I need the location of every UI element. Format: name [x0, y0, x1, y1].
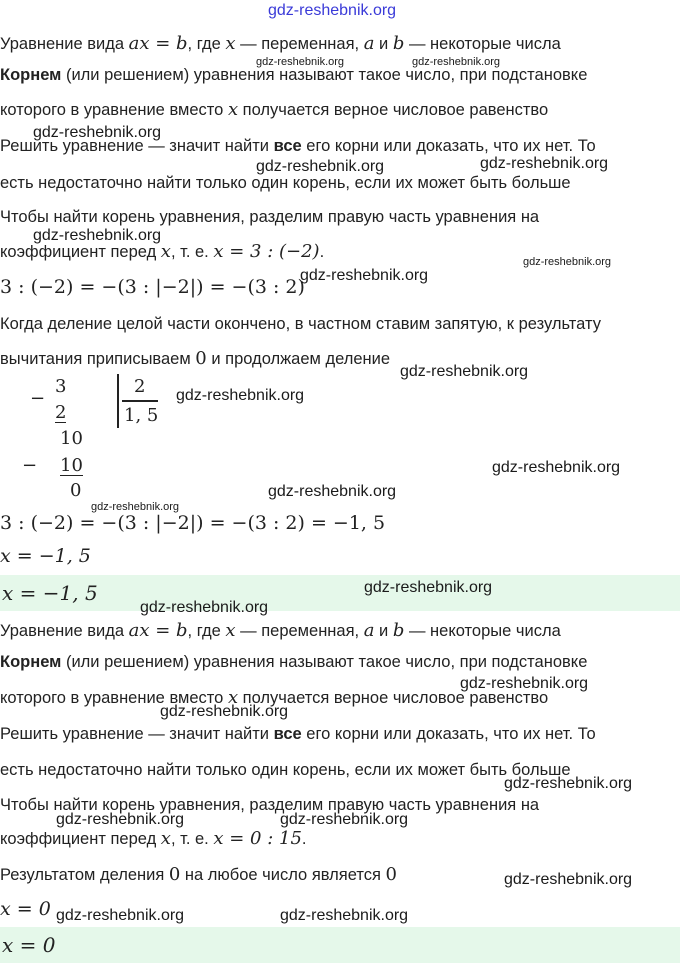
text: коэффициент перед	[0, 243, 161, 261]
math-ax-b: ax = b	[128, 33, 188, 54]
p2-line-not-enough: есть недостаточно найти только один корень, если их может быть больше	[0, 761, 571, 779]
text: на любое число является	[180, 866, 386, 884]
text: получается верное числовое равенство	[238, 101, 549, 119]
watermark: gdz-reshebnik.org	[504, 775, 633, 792]
watermark: gdz-reshebnik.org	[176, 387, 305, 404]
p1-answer-box	[0, 575, 680, 611]
math-x: x	[160, 828, 171, 849]
watermark: gdz-reshebnik.org	[480, 155, 609, 172]
watermark: gdz-reshebnik.org	[300, 267, 429, 284]
ld-divisor: 2	[134, 376, 146, 397]
watermark: gdz-reshebnik.org	[56, 811, 185, 828]
p1-line-append-zero	[0, 349, 390, 369]
ld-minus-1: −	[30, 388, 46, 409]
text: Уравнение вида	[0, 622, 129, 640]
math-b: b	[392, 620, 405, 641]
ld-minus-2: −	[22, 455, 38, 476]
text: и продолжаем деление	[206, 350, 391, 368]
p1-line-equation-form	[0, 34, 561, 54]
text: , где	[187, 35, 226, 53]
math-b: b	[392, 33, 405, 54]
math-zero: 0	[385, 864, 397, 885]
math-x: x	[160, 241, 171, 262]
text: — переменная,	[235, 35, 364, 53]
p1-line-root-def	[0, 65, 587, 85]
p1-line-calc: 3 : (−2) = −(3 : |−2|) = −(3 : 2)	[0, 276, 305, 298]
text: , т. е.	[170, 243, 214, 261]
bold-term: все	[273, 725, 302, 743]
text: его корни или доказать, что их нет. То	[301, 137, 596, 155]
bold-term: все	[273, 137, 302, 155]
p1-line-substitution	[0, 100, 548, 120]
math-x: x	[227, 687, 239, 708]
math-zero: 0	[168, 864, 181, 885]
p2-line-zero-division	[0, 865, 397, 885]
p1-line-to-find-root: Чтобы найти корень уравнения, разделим правую часть уравнения на	[0, 208, 540, 226]
ld-sub-2-value: 10	[60, 455, 83, 476]
text: (или решением) уравнения называют такое число, при подстановке	[61, 653, 588, 671]
watermark: gdz-reshebnik.org	[460, 675, 589, 692]
p1-line-long-div-explain: Когда деление целой части окончено, в частном ставим запятую, к результату	[0, 315, 601, 333]
p1-line-not-enough: есть недостаточно найти только один корень, если их может быть больше	[0, 174, 571, 192]
watermark: gdz-reshebnik.org	[280, 907, 409, 924]
watermark: gdz-reshebnik.org	[91, 501, 180, 513]
p2-answer-box	[0, 927, 680, 963]
watermark: gdz-reshebnik.org	[523, 256, 612, 268]
watermark: gdz-reshebnik.org	[33, 124, 162, 141]
bold-term: Корнем	[0, 66, 62, 84]
text: Решить уравнение — значит найти	[0, 137, 274, 155]
math-x: x	[225, 620, 236, 641]
watermark-top-link[interactable]: gdz-reshebnik.org	[268, 2, 397, 19]
text: получается верное числовое равенство	[238, 689, 549, 707]
math-x: x	[225, 33, 236, 54]
ld-sub-1-value: 2	[55, 402, 67, 423]
text: — некоторые числа	[404, 622, 561, 640]
text: .	[301, 830, 307, 848]
p2-line-equation-form	[0, 621, 561, 641]
watermark: gdz-reshebnik.org	[56, 907, 185, 924]
ld-sub-2	[60, 455, 83, 476]
math-a: a	[363, 33, 375, 54]
text: (или решением) уравнения называют такое число, при подстановке	[61, 66, 588, 84]
text: , где	[187, 622, 226, 640]
watermark: gdz-reshebnik.org	[256, 56, 345, 68]
ld-remainder-2: 0	[70, 480, 82, 501]
p1-line-x-value: x = −1, 5	[0, 545, 91, 567]
text: и	[374, 35, 393, 53]
math-zero: 0	[195, 348, 207, 369]
ld-dividend: 3	[55, 376, 67, 397]
text: Решить уравнение — значит найти	[0, 725, 274, 743]
ld-sub-1	[55, 402, 66, 423]
watermark: gdz-reshebnik.org	[400, 363, 529, 380]
text: Уравнение вида	[0, 35, 129, 53]
watermark: gdz-reshebnik.org	[280, 811, 409, 828]
text: , т. е.	[170, 830, 214, 848]
text: .	[319, 243, 325, 261]
math-x: x	[227, 99, 239, 120]
math-ax-b: ax = b	[128, 620, 188, 641]
ld-quotient: 1, 5	[124, 405, 159, 426]
watermark: gdz-reshebnik.org	[33, 227, 162, 244]
ld-remainder-1: 10	[60, 428, 83, 449]
text: коэффициент перед	[0, 830, 161, 848]
ld-vertical-bar	[117, 374, 119, 428]
watermark: gdz-reshebnik.org	[256, 158, 385, 175]
p2-line-x-value: x = 0	[0, 898, 51, 920]
ld-divisor-line	[122, 400, 158, 402]
watermark: gdz-reshebnik.org	[140, 599, 269, 616]
p1-answer-text: x = −1, 5	[2, 581, 98, 605]
text: вычитания приписываем	[0, 350, 196, 368]
watermark: gdz-reshebnik.org	[364, 579, 493, 596]
watermark: gdz-reshebnik.org	[160, 703, 289, 720]
text: его корни или доказать, что их нет. То	[301, 725, 596, 743]
text: и	[374, 622, 393, 640]
bold-term: Корнем	[0, 653, 62, 671]
math-equation: x = 0 : 15	[213, 828, 302, 849]
watermark: gdz-reshebnik.org	[412, 56, 501, 68]
p2-line-coefficient	[0, 829, 307, 849]
text: — переменная,	[235, 622, 364, 640]
math-equation: x = 3 : (−2)	[213, 241, 320, 262]
text: Результатом деления	[0, 866, 169, 884]
watermark: gdz-reshebnik.org	[268, 483, 397, 500]
p2-line-root-def	[0, 652, 587, 672]
p2-answer-text: x = 0	[2, 933, 56, 957]
watermark: gdz-reshebnik.org	[504, 871, 633, 888]
math-a: a	[363, 620, 375, 641]
p2-line-to-find-root: Чтобы найти корень уравнения, разделим правую часть уравнения на	[0, 796, 540, 814]
p1-line-result-calc: 3 : (−2) = −(3 : |−2|) = −(3 : 2) = −1, 5	[0, 512, 386, 534]
p2-line-solve-def	[0, 724, 596, 744]
p1-line-coefficient	[0, 242, 324, 262]
text: — некоторые числа	[404, 35, 561, 53]
text: которого в уравнение вместо	[0, 689, 228, 707]
watermark: gdz-reshebnik.org	[492, 459, 621, 476]
text: которого в уравнение вместо	[0, 101, 228, 119]
